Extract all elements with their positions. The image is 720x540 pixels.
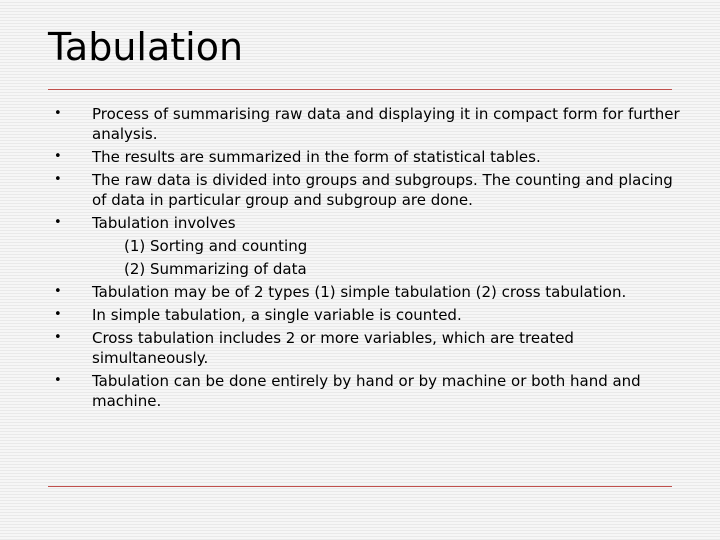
bullet-text: The raw data is divided into groups and subgroups. The counting and placing of data in particular group and subgroup are done. [92,171,673,209]
bullet-item [48,213,688,279]
bullet-dot-icon: • [54,284,62,299]
bullet-text: Tabulation can be done entirely by hand or by machine or both hand and machine. [92,372,641,410]
bullet-dot-icon: • [54,373,62,388]
bullet-list [48,104,688,414]
bullet-dot-icon: • [54,172,62,187]
bullet-item [48,147,688,167]
bullet-item [48,328,688,368]
bullet-dot-icon: • [54,307,62,322]
bullet-text: Tabulation involves [92,214,236,232]
bullet-item [48,104,688,144]
title-divider [48,89,672,90]
bullet-dot-icon: • [54,106,62,121]
bullet-item [48,371,688,411]
bullet-item [48,305,688,325]
bullet-text: Cross tabulation includes 2 or more variables, which are treated simultaneously. [92,329,574,367]
bullet-item [48,170,688,210]
bullet-dot-icon: • [54,215,62,230]
footer-divider [48,486,672,487]
bullet-text: Process of summarising raw data and displaying it in compact form for further analysis. [92,105,680,143]
slide-title: Tabulation [48,25,244,69]
bullet-text: The results are summarized in the form of statistical tables. [92,148,541,166]
bullet-text: In simple tabulation, a single variable is counted. [92,306,462,324]
sub-item: (2) Summarizing of data [124,260,307,278]
bullet-text: Tabulation may be of 2 types (1) simple tabulation (2) cross tabulation. [92,283,627,301]
bullet-dot-icon: • [54,330,62,345]
bullet-item [48,282,688,302]
bullet-dot-icon: • [54,149,62,164]
sub-item: (1) Sorting and counting [124,237,308,255]
